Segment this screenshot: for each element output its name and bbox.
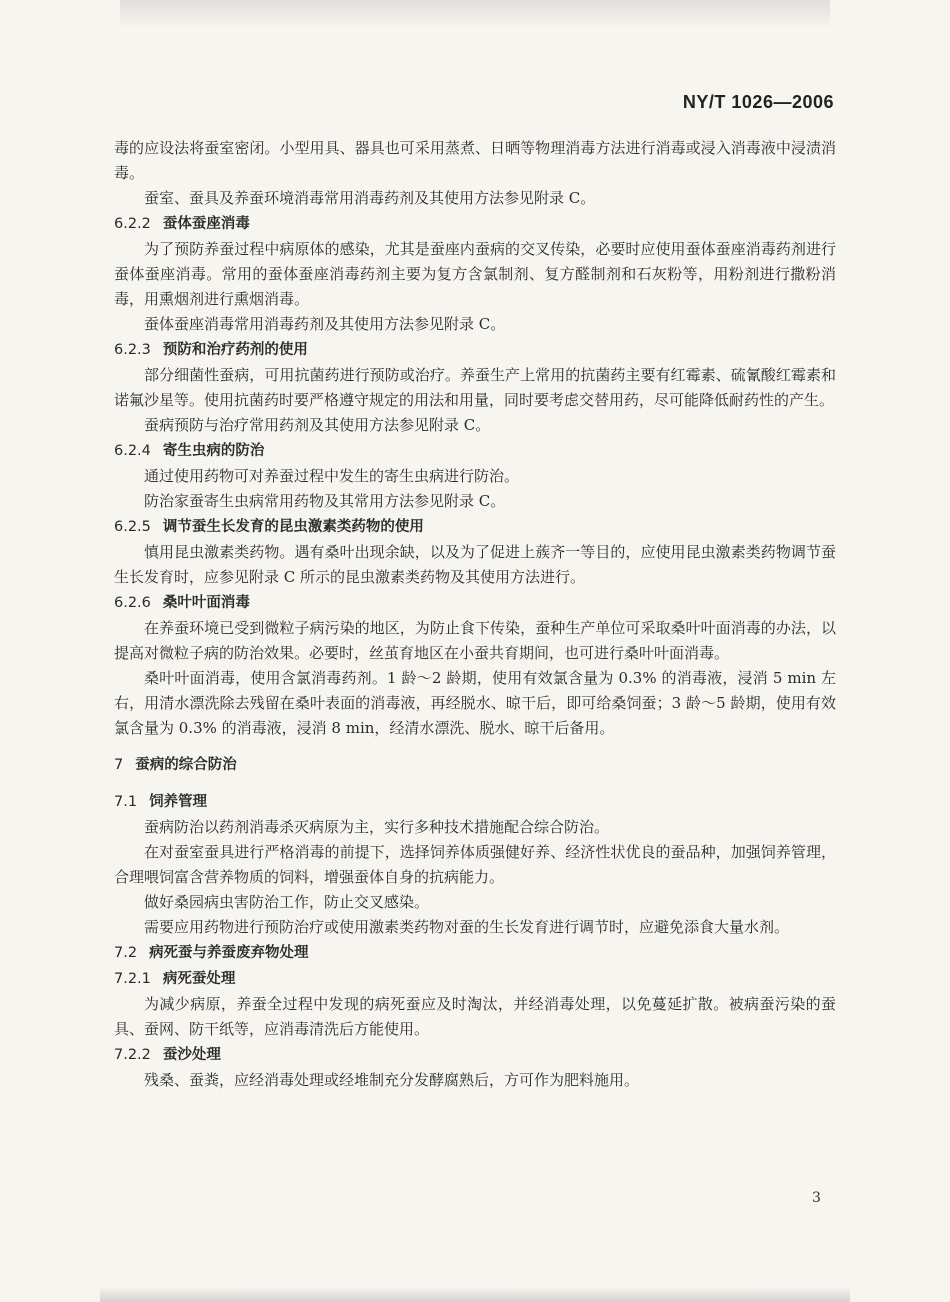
paragraph: 残桑、蚕粪，应经消毒处理或经堆制充分发酵腐熟后，方可作为肥料施用。 [144,1071,640,1089]
document-code: NY/T 1026—2006 [682,92,834,112]
section-number: 7 [114,757,124,773]
section-title: 蚕病的综合防治 [135,757,237,773]
page-number: 3 [812,1190,821,1206]
paragraph: 部分细菌性蚕病，可用抗菌药进行预防或治疗。养蚕生产上常用的抗菌药主要有红霉素、硫氰酸红霉素和诺氟沙星等。使用抗菌药时要严格遵守规定的用法和用量，同时要考虑交替用药，尽可能降低耐药性的产生。 [114,366,836,409]
paragraph: 慎用昆虫激素类药物。遇有桑叶出现余缺，以及为了促进上蔟齐一等目的，应使用昆虫激素类药物调节蚕生长发育时，应参见附录 C 所示的昆虫激素类药物及其使用方法进行。 [114,543,836,586]
section-number: 7.2.2 [114,1047,151,1063]
section-heading [114,967,836,992]
section-heading [114,1043,836,1068]
paragraph: 桑叶叶面消毒，使用含氯消毒药剂。1 龄～2 龄期，使用有效氯含量为 0.3% 的消毒液，浸消 5 min 左右，用清水漂洗除去残留在桑叶表面的消毒液，再经脱水、晾干后，即可给桑饲蚕；3 龄～5 龄期，使用有效氯含量为 0.3% 的消毒液，浸消 8 min，经清水漂洗、脱水、晾干后备用。 [114,669,836,737]
scan-shadow-top [120,0,830,28]
section-number: 6.2.3 [114,342,151,358]
section-number: 6.2.6 [114,595,151,611]
section-title: 预防和治疗药剂的使用 [162,342,308,358]
scan-shadow-bottom [100,1286,850,1302]
section-heading [114,941,836,966]
paragraph: 需要应用药物进行预防治疗或使用激素类药物对蚕的生长发育进行调节时，应避免添食大量水剂。 [144,918,790,936]
section-heading [114,338,836,363]
section-title: 蚕体蚕座消毒 [162,216,250,232]
paragraph: 蚕病预防与治疗常用药剂及其使用方法参见附录 C。 [144,416,491,434]
section-number: 6.2.5 [114,519,151,535]
paragraph: 在对蚕室蚕具进行严格消毒的前提下，选择饲养体质强健好养、经济性状优良的蚕品种，加强饲养管理，合理喂饲富含营养物质的饲料，增强蚕体自身的抗病能力。 [114,843,836,886]
paragraph: 为减少病原，养蚕全过程中发现的病死蚕应及时淘汰，并经消毒处理，以免蔓延扩散。被病蚕污染的蚕具、蚕网、防干纸等，应消毒清洗后方能使用。 [114,995,836,1038]
paragraph: 做好桑园病虫害防治工作，防止交叉感染。 [144,893,430,911]
section-heading [114,790,836,815]
document-body [114,136,836,1093]
section-heading [114,439,836,464]
section-title: 桑叶叶面消毒 [162,595,250,611]
section-title: 饲养管理 [149,794,208,810]
section-title: 病死蚕与养蚕废弃物处理 [149,945,309,961]
section-title: 寄生虫病的防治 [162,443,265,459]
paragraph: 蚕病防治以药剂消毒杀灭病原为主，实行多种技术措施配合综合防治。 [144,818,610,836]
paragraph: 通过使用药物可对养蚕过程中发生的寄生虫病进行防治。 [144,467,520,485]
paragraph: 在养蚕环境已受到微粒子病污染的地区，为防止食下传染，蚕种生产单位可采取桑叶叶面消毒的办法，以提高对微粒子病的防治效果。必要时，丝茧育地区在小蚕共育期间，也可进行桑叶叶面消毒。 [114,619,836,662]
paragraph: 防治家蚕寄生虫病常用药物及其常用方法参见附录 C。 [144,492,506,510]
section-number: 6.2.4 [114,443,151,459]
paragraph: 为了预防养蚕过程中病原体的感染，尤其是蚕座内蚕病的交叉传染，必要时应使用蚕体蚕座消毒药剂进行蚕体蚕座消毒。常用的蚕体蚕座消毒药剂主要为复方含氯制剂、复方醛制剂和石灰粉等，用粉剂进行撒粉消毒，用熏烟剂进行熏烟消毒。 [114,240,836,308]
paragraph: 毒的应设法将蚕室密闭。小型用具、器具也可采用蒸煮、日晒等物理消毒方法进行消毒或浸入消毒液中浸渍消毒。 [114,139,836,182]
section-title: 调节蚕生长发育的昆虫激素类药物的使用 [162,519,424,535]
section-number: 7.1 [114,794,138,810]
section-number: 7.2 [114,945,138,961]
paragraph: 蚕体蚕座消毒常用消毒药剂及其使用方法参见附录 C。 [144,315,506,333]
section-title: 蚕沙处理 [162,1047,221,1063]
section-heading [114,753,836,778]
paragraph: 蚕室、蚕具及养蚕环境消毒常用消毒药剂及其使用方法参见附录 C。 [144,189,596,207]
section-title: 病死蚕处理 [162,971,236,987]
section-number: 6.2.2 [114,216,151,232]
section-heading [114,212,836,237]
section-number: 7.2.1 [114,971,151,987]
section-heading [114,515,836,540]
section-heading [114,591,836,616]
